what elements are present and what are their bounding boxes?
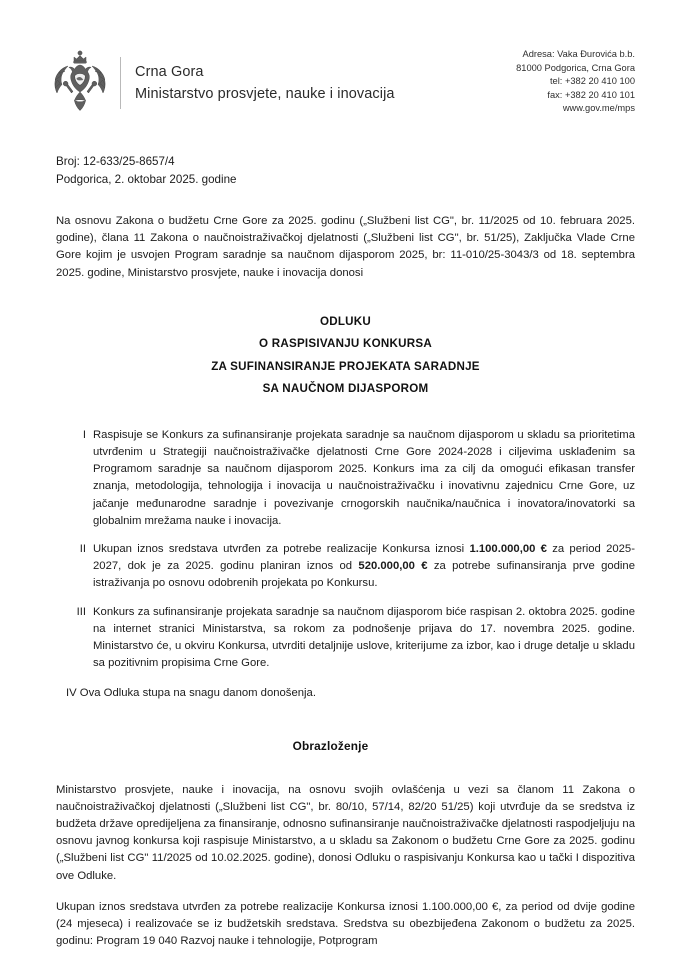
contact-address-block: [516, 46, 635, 116]
explanation-paragraph-two: Ukupan iznos sredstava utvrđen za potrebe realizacije Konkursa iznosi 1.100.000,00 €, za period od dvije godine (24 mjeseca) i realizovaće se iz budžetskih sredstava. Sredstva su obezbijeđena Zakonom o budžetu za 2025. godinu: Program 19 040 Razvoj nauke i tehnologije, Potprogram: [56, 900, 635, 948]
coat-of-arms-icon: [50, 46, 110, 120]
item-text: [93, 427, 635, 530]
legal-basis-paragraph: Na osnovu Zakona o budžetu Crne Gore za 2025. godinu („Službeni list CG", br. 11/2025 od 10. februara 2025. godine), člana 11 Zakona o naučnoistraživačkoj djelatnosti („Službeni list CG", br. 51/25), Zaključka Vlade Crne Gore kojim je usvojen Program saradnje sa naučnom dijasporom 2025, br: 11-010/25-3043/3 od 18. septembra 2025. godine, Ministarstvo prosvjete, nauke i inovacija donosi: [56, 215, 635, 279]
amount-total: 1.100.000,00 €: [469, 543, 547, 556]
item-text-part: Raspisuje se Konkurs za sufinansiranje projekata saradnje sa naučnom dijasporom u skladu sa prioritetima utvrđenim u Strategiji naučnoistraživačke djelatnosti Crne Gore 2024-2028 i ciljevima usklađenim sa Programom saradnje sa naučnom dijasporom 2025. Konkurs ima za cilj da omogući efikasan transfer znanja, metodologija, tehnologija i inovacija u naučnoistraživačku i inovativnu zajednicu Crne Gore, uz jačanje međunarodne saradnje i povezivanje crnogorskih naučnika/naučnica i inovatora/inovatorki sa globalnim mrežama nauke i inovacija.: [93, 428, 635, 527]
decision-items: [56, 427, 635, 703]
place-and-date: Podgorica, 2. oktobar 2025. godine: [56, 172, 237, 186]
item-numeral: I: [82, 428, 86, 441]
title-line-odluku: ODLUKU: [319, 314, 372, 328]
decision-item: [56, 541, 635, 593]
reference-number: Broj: 12-633/25-8657/4: [56, 155, 175, 168]
address-city: 81000 Podgorica, Crna Gora: [516, 62, 635, 73]
brand-divider: [120, 57, 121, 109]
ministry-branding: [56, 46, 395, 120]
decision-item: [56, 604, 635, 673]
document-meta: [56, 153, 635, 188]
decision-item-four: IV Ova Odluka stupa na snagu danom donošenja.: [66, 687, 316, 700]
document-header: [56, 0, 635, 120]
ministry-name-block: [135, 64, 395, 102]
item-text-part: Konkurs za sufinansiranje projekata saradnje sa naučnom dijasporom biće raspisan 2. oktobra 2025. godine na internet stranici Ministarstva, sa rokom za podnošenje prijava do 17. novembra 2025. godine. Ministarstvo će, u okviru Konkursa, utvrditi detaljnije uslove, kriterijume za izbor, kao i druge detalje u skladu sa pozitivnim propisima Crne Gore.: [93, 605, 635, 670]
title-line-diaspora: SA NAUČNOM DIJASPOROM: [262, 382, 429, 396]
item-text-part: za potrebe sufinansiranja prve godine istraživanja po osnovu odobrenih projekata po Konkursu.: [93, 560, 635, 590]
item-text: [93, 604, 635, 673]
item-numeral: II: [79, 543, 86, 556]
item-text: [93, 541, 635, 593]
amount-first-year: 520.000,00 €: [358, 560, 428, 573]
country-name: Crna Gora: [135, 64, 204, 80]
ministry-name: Ministarstvo prosvjete, nauke i inovacija: [135, 86, 395, 102]
explanation-paragraph-one: Ministarstvo prosvjete, nauke i inovacija, na osnovu svojih ovlašćenja u vezi sa članom 11 Zakona o naučnoistraživačkoj djelatnosti („Službeni list CG", br. 80/10, 57/14, 82/20 51/25) koji utvrđuje da se sredstva iz budžeta države opredijeljena za finansiranje, odnosno sufinansiranje naučnoistraživačke djelatnosti raspodjeljuju na osnovu javnog konkursa koji raspisuje Ministarstvo, a u skladu sa Zakonom o budžetu Crne Gore za 2025. godinu („Službeni list CG" 11/2025 od 10.02.2025. godine), donosi Odluku o raspisivanju Konkursa kao u tački I dispozitiva ove Odluke.: [56, 783, 635, 882]
explanation-heading: Obrazloženje: [292, 738, 369, 753]
item-text-part: Ukupan iznos sredstava utvrđen za potrebe realizacije Konkursa iznosi: [93, 543, 470, 556]
title-line-cofinancing: ZA SUFINANSIRANJE PROJEKATA SARADNJE: [211, 359, 480, 373]
address-tel: tel: +382 20 410 100: [549, 76, 635, 87]
item-numeral: III: [76, 605, 86, 618]
decision-title: [56, 311, 635, 401]
title-line-subject: O RASPISIVANJU KONKURSA: [258, 337, 433, 351]
item-text-part: za period 2025-2027, dok je za 2025. godinu planiran iznos od: [93, 543, 635, 573]
decision-item: [56, 427, 635, 530]
address-fax: fax: +382 20 410 101: [547, 89, 635, 100]
address-street: Adresa: Vaka Đurovića b.b.: [522, 49, 635, 59]
address-website: www.gov.me/mps: [562, 103, 635, 114]
